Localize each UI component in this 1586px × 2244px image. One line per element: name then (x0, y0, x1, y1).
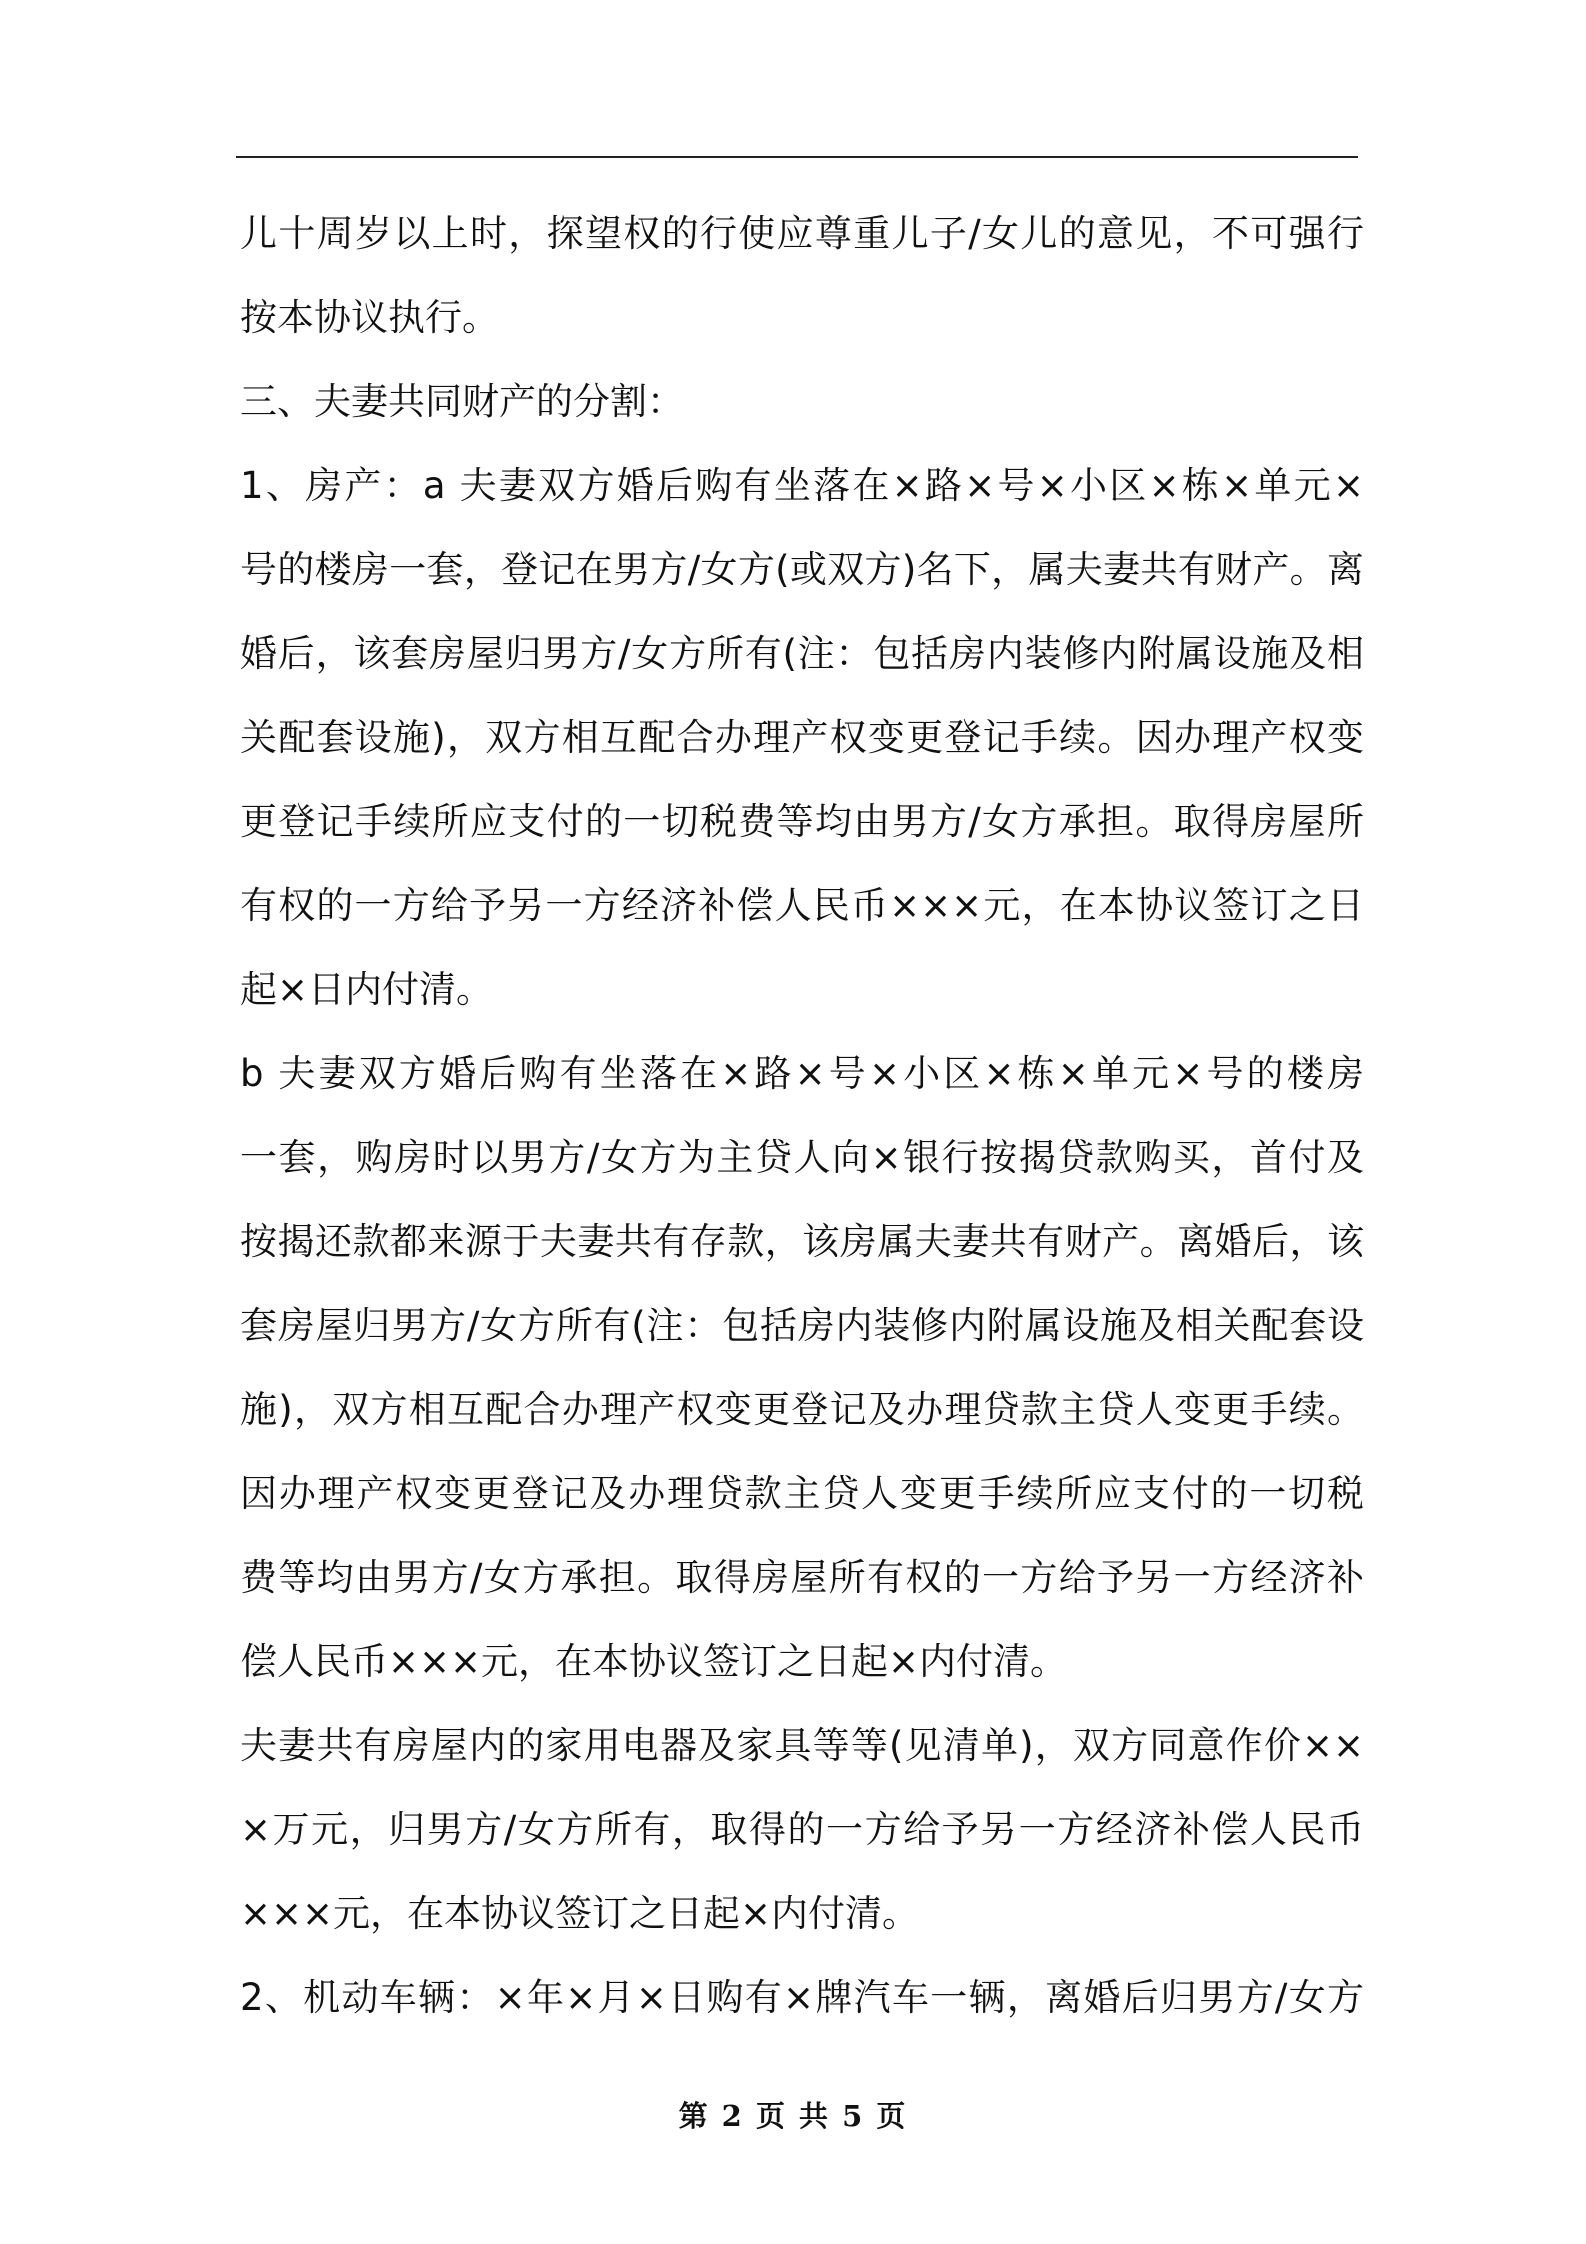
text-line: b 夫妻双方婚后购有坐落在×路×号×小区×栋×单元×号的楼房 (240, 1052, 1364, 1095)
text-line: 号的楼房一套，登记在男方/女方(或双方)名下，属夫妻共有财产。离 (240, 548, 1364, 591)
text-line: 偿人民币×××元，在本协议签订之日起×内付清。 (240, 1640, 1068, 1683)
text-line: 儿十周岁以上时，探望权的行使应尊重儿子/女儿的意见，不可强行 (240, 212, 1364, 255)
text-line: 因办理产权变更登记及办理贷款主贷人变更手续所应支付的一切税 (240, 1472, 1364, 1515)
text-line: 一套，购房时以男方/女方为主贷人向×银行按揭贷款购买，首付及 (240, 1136, 1364, 1179)
text-line: 按揭还款都来源于夫妻共有存款，该房属夫妻共有财产。离婚后，该 (240, 1220, 1364, 1263)
text-line: 夫妻共有房屋内的家用电器及家具等等(见清单)，双方同意作价×× (240, 1724, 1364, 1767)
text-line: 更登记手续所应支付的一切税费等均由男方/女方承担。取得房屋所 (240, 800, 1364, 843)
text-line: 关配套设施)，双方相互配合办理产权变更登记手续。因办理产权变 (240, 716, 1364, 759)
text-line: 三、夫妻共同财产的分割： (240, 380, 684, 423)
text-line: 费等均由男方/女方承担。取得房屋所有权的一方给予另一方经济补 (240, 1556, 1364, 1599)
text-line: 起×日内付清。 (240, 968, 494, 1011)
text-line: 施)，双方相互配合办理产权变更登记及办理贷款主贷人变更手续。 (240, 1388, 1364, 1431)
text-line: 套房屋归男方/女方所有(注：包括房内装修内附属设施及相关配套设 (240, 1304, 1364, 1347)
text-line: ×××元，在本协议签订之日起×内付清。 (240, 1892, 920, 1935)
text-line: ×万元，归男方/女方所有，取得的一方给予另一方经济补偿人民币 (240, 1808, 1364, 1851)
text-line: 1、房产：a 夫妻双方婚后购有坐落在×路×号×小区×栋×单元× (240, 464, 1364, 507)
text-line: 有权的一方给予另一方经济补偿人民币×××元，在本协议签订之日 (240, 884, 1364, 927)
page-number: 第 2 页 共 5 页 (678, 2099, 908, 2133)
header-rule (236, 156, 1358, 158)
text-line: 按本协议执行。 (240, 296, 499, 339)
text-line: 2、机动车辆：×年×月×日购有×牌汽车一辆，离婚后归男方/女方 (240, 1976, 1364, 2019)
text-line: 婚后，该套房屋归男方/女方所有(注：包括房内装修内附属设施及相 (240, 632, 1364, 675)
document-body (240, 192, 1364, 2040)
